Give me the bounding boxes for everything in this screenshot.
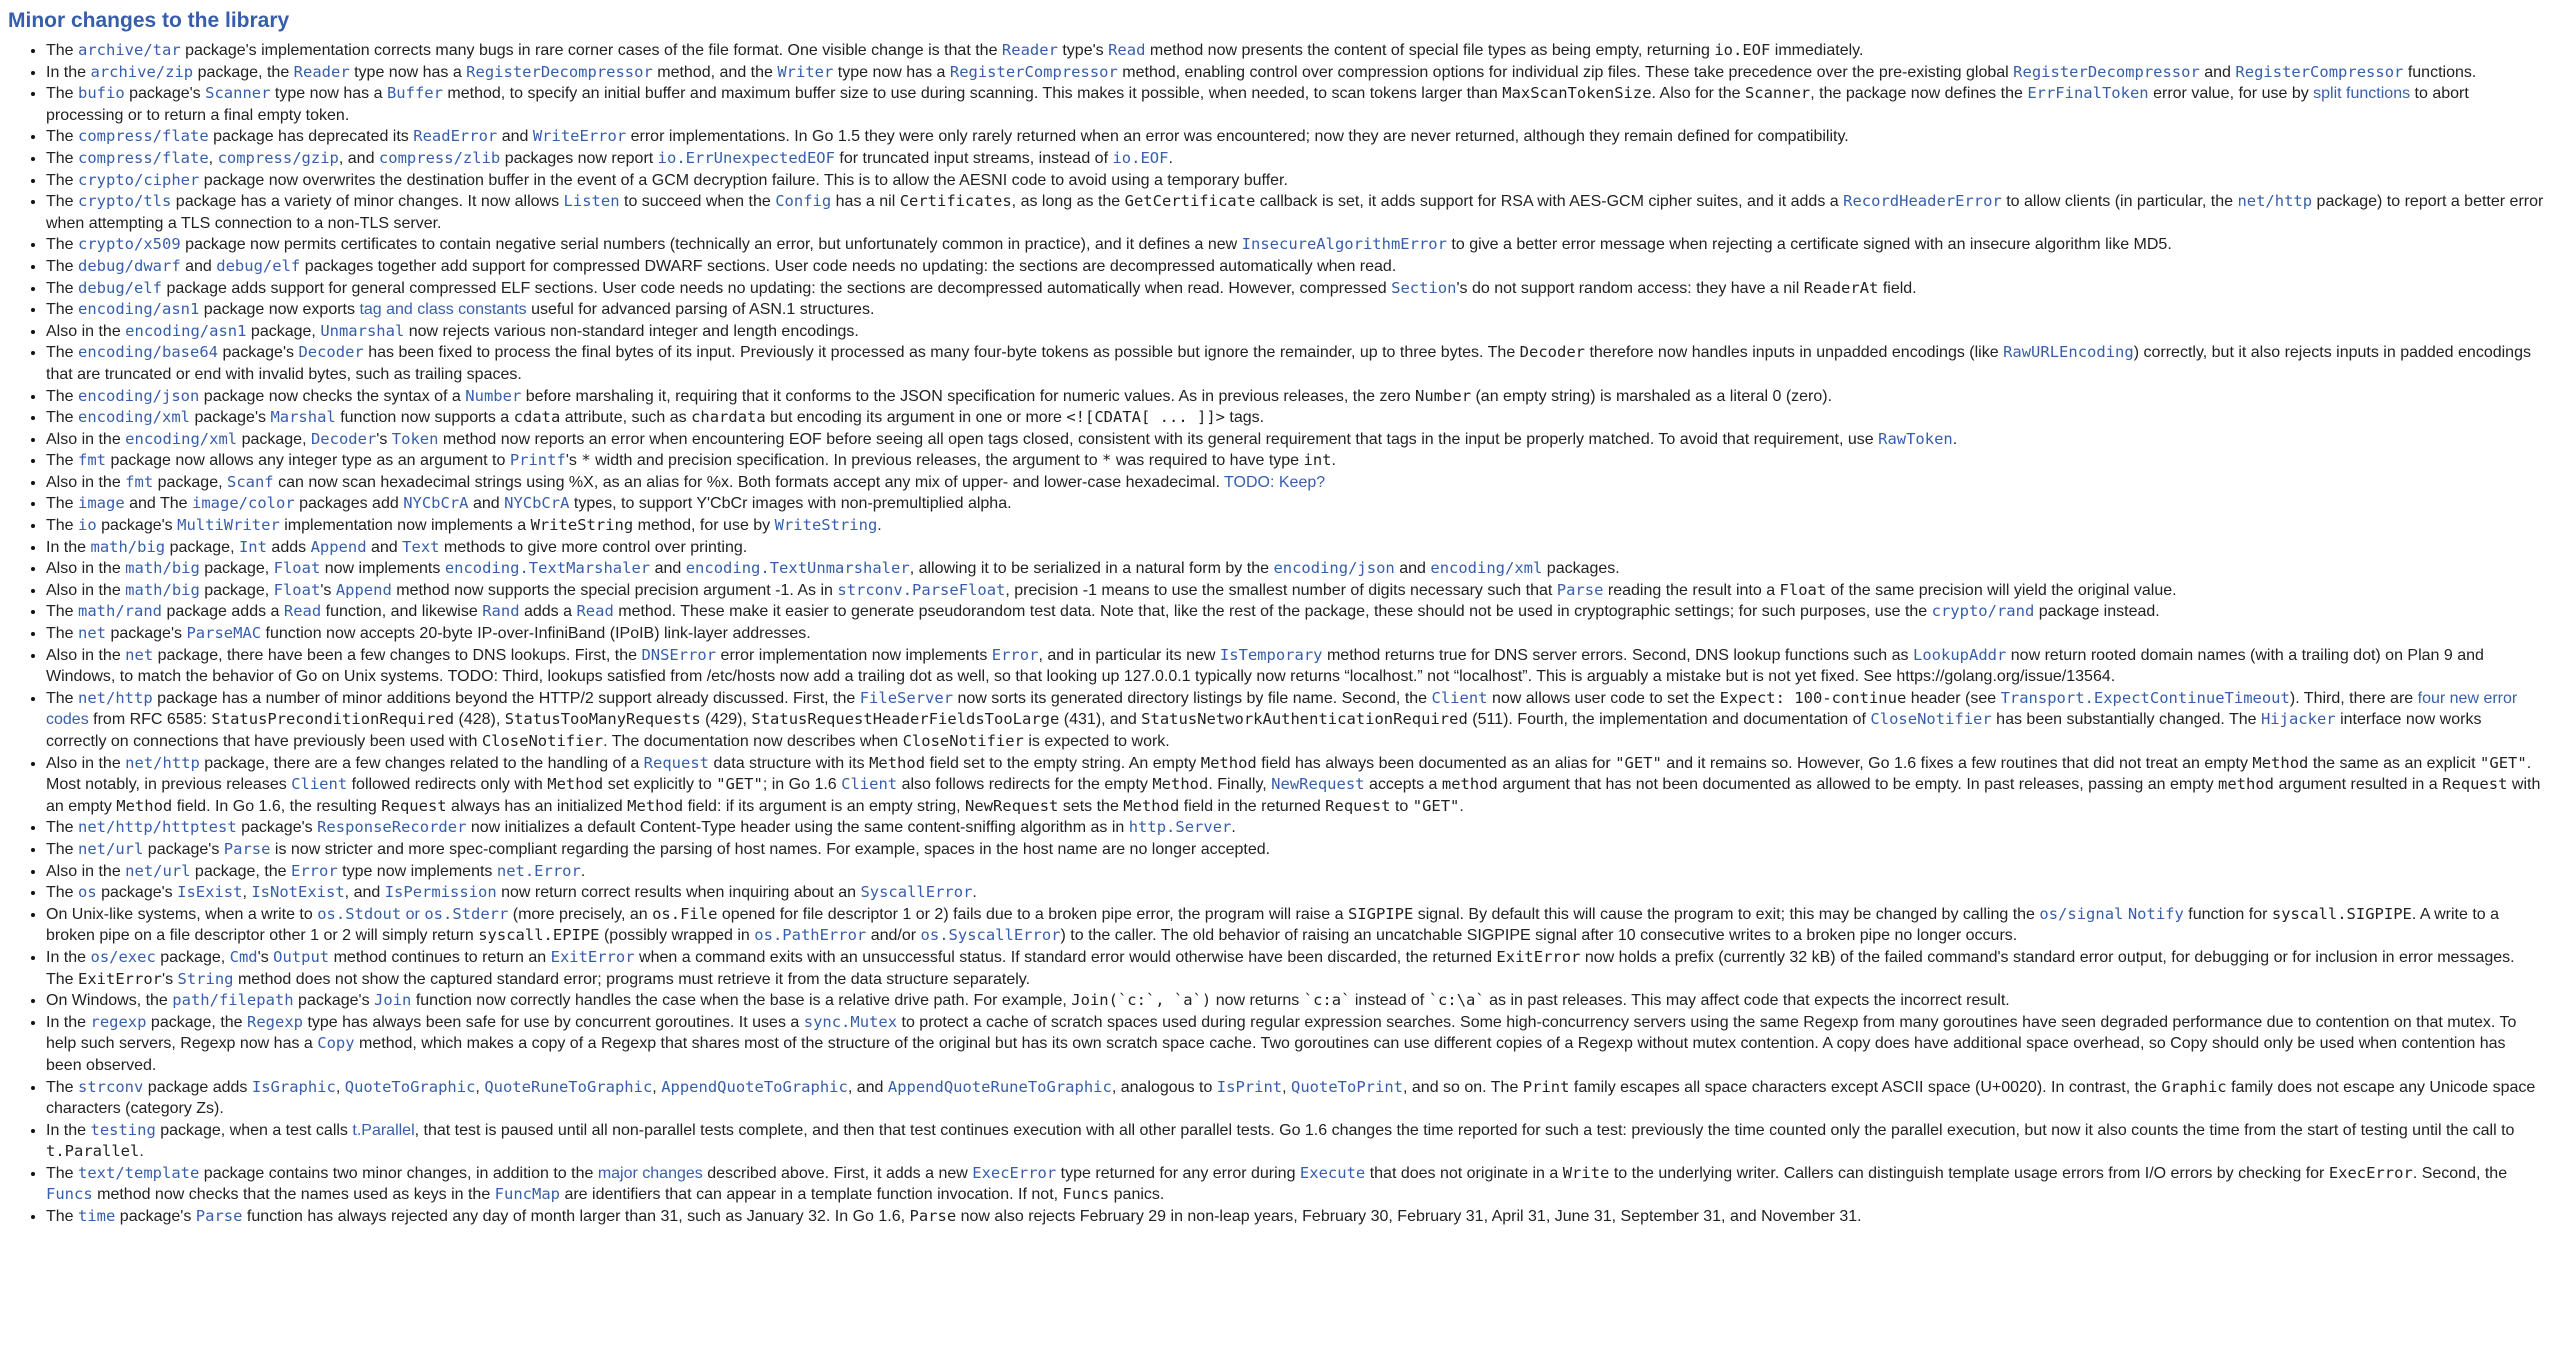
code-link[interactable]: testing (90, 1120, 156, 1139)
code-link[interactable]: image/color (192, 494, 295, 513)
code-link[interactable]: Client (1431, 688, 1488, 707)
list-item: • Also in the net/http package, there are a few changes related to the handling of a Request data structure with its Method field set to the empty string. An empty Method field has always been documented as an alias for "GET" and it remains so. However, Go 1.6 fixes a few routines that did not treat an empty Method the same as an explicit "GET". Most notably, in previous releases Client followed redirects only with Method set explicitly to "GET"; in Go 1.6 Client also follows redirects for the empty Method. Finally, NewRequest accepts a method argument that has not been documented as allowed to be empty. In past releases, passing an empty method argument resulted in a Request with an empty Method field. In Go 1.6, the resulting Request always has an initialized Method field: if its argument is an empty string, NewRequest sets the Method field in the returned Request to "GET". (46, 753, 2544, 818)
code-link[interactable]: Regexp (247, 1012, 303, 1031)
code-text: Print (1522, 1077, 1570, 1096)
code-link[interactable]: debug/dwarf (78, 256, 181, 275)
code-link[interactable]: Reader (1001, 41, 1058, 59)
code-link[interactable]: Error (291, 861, 338, 880)
code-link[interactable]: net.Error (496, 861, 581, 880)
code-text: WriteString (530, 516, 634, 535)
code-link[interactable]: Read (576, 602, 614, 621)
code-link[interactable]: Config (775, 192, 832, 211)
code-link[interactable]: Marshal (270, 408, 336, 427)
code-link[interactable]: WriteError (532, 127, 627, 146)
list-item: • Also in the net/url package, the Error type now implements net.Error. (46, 861, 2544, 883)
code-link[interactable]: Client (291, 775, 348, 794)
code-text: SIGPIPE (1347, 904, 1414, 923)
code-link[interactable]: RegisterCompressor (2235, 62, 2404, 81)
code-text: Decoder (1519, 343, 1585, 362)
code-link[interactable]: Text (402, 537, 440, 556)
code-link[interactable]: http.Server (1128, 818, 1232, 837)
list-item: • The net/http/httptest package's ResponseRecorder now initializes a default Content-Type header using the same content-sniffing algorithm as in http.Server. (46, 817, 2544, 839)
code-text: ExecError (2328, 1163, 2413, 1182)
list-item: • The time package's Parse function has always rejected any day of month larger than 31, such as January 32. In Go 1.6, Parse now also rejects February 29 in non-leap years, February 30, February 31, April 31, June 31, September 31, and November 31. (46, 1206, 2544, 1228)
code-link[interactable]: Number (465, 386, 522, 405)
code-text: Method (1123, 796, 1180, 815)
code-text: io.EOF (1714, 41, 1771, 59)
list-item: • The net/http package has a number of minor additions beyond the HTTP/2 support already discussed. First, the FileServer now sorts its generated directory listings by file name. Second, the Client now allows user code to set the Expect: 100-continue header (see Transport.ExpectContinueTimeout). Third, there are four new error codes from RFC 6585: StatusPreconditionRequired (428), StatusTooManyRequests (429), StatusRequestHeaderFieldsTooLarge (431), and StatusNetworkAuthenticationRequired (511). Fourth, the implementation and documentation of CloseNotifier has been substantially changed. The Hijacker interface now works correctly on connections that have previously been used with CloseNotifier. The documentation now describes when CloseNotifier is expected to work. (46, 688, 2544, 753)
code-link[interactable]: NYCbCrA (403, 494, 469, 513)
code-text: int (1303, 451, 1332, 470)
text-link[interactable]: TODO: Keep? (1224, 473, 1326, 491)
code-text: Method (116, 796, 173, 815)
code-link[interactable]: compress/flate (78, 148, 209, 167)
code-link[interactable]: net/http/httptest (78, 818, 237, 837)
code-link[interactable]: debug/elf (216, 256, 301, 275)
code-text: CloseNotifier (481, 732, 604, 750)
code-link[interactable]: io (78, 516, 97, 535)
code-text: StatusRequestHeaderFieldsTooLarge (751, 710, 1060, 729)
list-item: • The compress/flate, compress/gzip, and compress/zlib packages now report io.ErrUnexpectedEOF for truncated input streams, instead of io.EOF. (46, 148, 2544, 170)
code-link[interactable]: WriteString (774, 516, 878, 535)
list-item: • The bufio package's Scanner type now has a Buffer method, to specify an initial buffer and maximum buffer size to use during scanning. This makes it possible, when needed, to scan tokens larger than MaxScanTokenSize. Also for the Scanner, the package now defines the ErrFinalToken error value, for use by split functions to abort processing or to return a final empty token. (46, 83, 2544, 126)
code-link[interactable]: InsecureAlgorithmError (1241, 235, 1447, 254)
code-text: GetCertificate (1124, 192, 1256, 211)
code-link[interactable]: Client (841, 775, 898, 794)
code-link[interactable]: QuoteToPrint (1291, 1077, 1403, 1096)
code-link[interactable]: IsExist (177, 883, 243, 902)
code-link[interactable]: encoding/xml (78, 408, 190, 427)
code-text: syscall.EPIPE (478, 926, 600, 945)
list-item: • The debug/dwarf and debug/elf packages together add support for compressed DWARF sections. User code needs no updating: the sections are decompressed automatically when read. (46, 256, 2544, 278)
list-item: • In the regexp package, the Regexp type has always been safe for use by concurrent goroutines. It uses a sync.Mutex to protect a cache of scratch spaces used during regular expression searches. Some high-concurrency servers using the same Regexp from many goroutines have seen degraded performance due to contention on that mutex. To help such servers, Regexp now has a Copy method, which makes a copy of a Regexp that shares most of the structure of the original but has its own scratch space cache. Two goroutines can use different copies of a Regexp without mutex contention. A copy does have additional space overhead, so Copy should only be used when contention has been observed. (46, 1012, 2544, 1077)
list-item: • The crypto/x509 package now permits certificates to contain negative serial numbers (technically an error, but unfortunately common in practice), and it defines a new InsecureAlgorithmError to give a better error message when rejecting a certificate signed with an insecure algorithm like MD5. (46, 234, 2544, 256)
code-link[interactable]: io.EOF (1112, 148, 1169, 167)
list-item: • The encoding/xml package's Marshal function now supports a cdata attribute, such as chardata but encoding its argument in one or more <![CDATA[ ... ]]> tags. (46, 407, 2544, 429)
code-link[interactable]: Unmarshal (320, 321, 405, 340)
code-link[interactable]: compress/gzip (217, 148, 339, 167)
code-link[interactable]: SyscallError (860, 883, 973, 902)
code-text: Join(`c:`, `a`) (1071, 991, 1212, 1010)
text-link[interactable]: or (401, 905, 425, 923)
text-link[interactable]: t.Parallel (352, 1121, 415, 1139)
code-text: Graphic (2161, 1077, 2227, 1096)
code-link[interactable]: RegisterDecompressor (466, 62, 653, 81)
changes-list (8, 40, 2544, 1228)
list-item: • The archive/tar package's implementation corrects many bugs in rare corner cases of the file format. One visible change is that the Reader type's Read method now presents the content of special file types as being empty, returning io.EOF immediately. (46, 40, 2544, 62)
code-text: Method (2252, 753, 2309, 772)
code-link[interactable]: RawToken (1878, 429, 1953, 448)
code-link[interactable]: encoding/asn1 (125, 321, 247, 340)
code-link[interactable]: String (177, 969, 234, 988)
code-link[interactable]: QuoteRuneToGraphic (484, 1077, 653, 1096)
code-text: "GET" (716, 775, 763, 794)
code-link[interactable]: QuoteToGraphic (344, 1077, 476, 1096)
code-link[interactable]: math/rand (78, 602, 163, 621)
code-link[interactable]: encoding/base64 (78, 343, 218, 362)
list-item: • The encoding/asn1 package now exports tag and class constants useful for advanced parsing of ASN.1 structures. (46, 299, 2544, 321)
code-text: NewRequest (965, 796, 1059, 815)
code-link[interactable]: Funcs (46, 1185, 93, 1204)
code-text: os.File (652, 904, 718, 923)
code-text: Funcs (1062, 1185, 1110, 1204)
code-link[interactable]: Scanf (226, 472, 274, 491)
code-text: StatusNetworkAuthenticationRequired (1141, 710, 1468, 729)
list-item: • Also in the fmt package, Scanf can now scan hexadecimal strings using %X, as an alias for %x. Both formats accept any mix of upper- and lower-case hexadecimal. TODO: Keep? (46, 472, 2544, 494)
code-text: Parse (909, 1207, 957, 1226)
list-item: • The image and The image/color packages add NYCbCrA and NYCbCrA types, to support Y'CbCr images with non-premultiplied alpha. (46, 493, 2544, 515)
page-title: Minor changes to the library (8, 9, 290, 32)
code-link[interactable]: Join (374, 991, 412, 1010)
list-item: • The net/url package's Parse is now stricter and more spec-compliant regarding the parsing of host names. For example, spaces in the host name are no longer accepted. (46, 839, 2544, 861)
code-link[interactable]: compress/zlib (378, 148, 501, 167)
code-text: "GET" (1412, 796, 1460, 815)
code-link[interactable]: os/exec (90, 947, 156, 966)
code-link[interactable]: Int (238, 537, 267, 556)
code-link[interactable]: CloseNotifier (1870, 710, 1992, 729)
code-link[interactable]: IsGraphic (251, 1077, 336, 1096)
code-text: Request (1325, 796, 1391, 815)
code-link[interactable]: Reader (293, 62, 350, 81)
code-link[interactable]: RecordHeaderError (1843, 192, 2002, 211)
code-link[interactable]: Read (283, 602, 322, 621)
code-text: Method (627, 796, 684, 815)
list-item: • Also in the math/big package, Float's Append method now supports the special precision argument -1. As in strconv.ParseFloat, precision -1 means to use the smallest number of digits necessary such that Parse reading the result into a Float of the same precision will yield the original value. (46, 580, 2544, 602)
code-link[interactable]: Notify (2127, 904, 2184, 923)
code-link[interactable]: Copy (317, 1034, 355, 1053)
list-item: • On Unix-like systems, when a write to os.Stdout or os.Stderr (more precisely, an os.File opened for file descriptor 1 or 2) fails due to a broken pipe error, the program will raise a SIGPIPE signal. By default this will cause the program to exit; this may be changed by calling the os/signal Notify function for syscall.SIGPIPE. A write to a broken pipe on a file descriptor other 1 or 2 will simply return syscall.EPIPE (possibly wrapped in os.PathError and/or os.SyscallError) to the caller. The old behavior of raising an uncatchable SIGPIPE signal after 10 consecutive writes to a broken pipe no longer occurs. (46, 904, 2544, 947)
code-link[interactable]: os/signal (2039, 904, 2124, 923)
code-link[interactable]: Float (273, 559, 321, 578)
code-link[interactable]: AppendQuoteRuneToGraphic (887, 1077, 1112, 1096)
code-link[interactable]: net/http (125, 753, 200, 772)
code-link[interactable]: image (78, 494, 125, 513)
code-link[interactable]: debug/elf (78, 278, 163, 297)
code-link[interactable]: fmt (78, 451, 107, 470)
code-link[interactable]: Cmd (229, 947, 258, 966)
code-link[interactable]: encoding/json (78, 386, 200, 405)
list-item: • The io package's MultiWriter implementation now implements a WriteString method, for use by WriteString. (46, 515, 2544, 537)
code-text: Method (547, 775, 604, 794)
code-link[interactable]: IsNotExist (251, 883, 345, 902)
code-link[interactable]: os.SyscallError (920, 926, 1061, 945)
code-text: Float (1779, 580, 1827, 599)
code-link[interactable]: math/big (125, 580, 200, 599)
list-item: • The os package's IsExist, IsNotExist, and IsPermission now return correct results when inquiring about an SyscallError. (46, 882, 2544, 904)
code-link[interactable]: FileServer (859, 688, 954, 707)
code-text: StatusTooManyRequests (504, 710, 701, 729)
code-text: Request (381, 796, 447, 815)
list-item: • The compress/flate package has deprecated its ReadError and WriteError error implementations. In Go 1.5 they were only rarely returned when an error was encountered; now they are never returned, although they remain defined for compatibility. (46, 126, 2544, 148)
code-link[interactable]: RegisterCompressor (949, 62, 1118, 81)
code-link[interactable]: Section (1391, 278, 1457, 297)
code-link[interactable]: encoding/xml (1430, 559, 1543, 578)
code-text: <![CDATA[ ... ]]> (1066, 408, 1225, 427)
code-link[interactable]: encoding.TextMarshaler (444, 559, 651, 578)
list-item: • On Windows, the path/filepath package's Join function now correctly handles the case when the base is a relative drive path. For example, Join(`c:`, `a`) now returns `c:a` instead of `c:\a` as in past releases. This may affect code that expects the incorrect result. (46, 990, 2544, 1012)
code-link[interactable]: encoding/json (1273, 559, 1395, 578)
list-item: • The debug/elf package adds support for general compressed ELF sections. User code needs no updating: the sections are decompressed automatically when read. However, compressed Section's do not support random access: they have a nil ReaderAt field. (46, 278, 2544, 300)
code-link[interactable]: Parse (1556, 580, 1604, 599)
code-link[interactable]: RawURLEncoding (2003, 343, 2134, 362)
code-text: CloseNotifier (902, 732, 1024, 750)
code-link[interactable]: os (78, 883, 97, 902)
code-link[interactable]: AppendQuoteToGraphic (661, 1077, 848, 1096)
code-text: "GET" (2480, 753, 2527, 772)
text-link[interactable]: split functions (2313, 85, 2411, 103)
code-link[interactable]: sync.Mutex (803, 1012, 898, 1031)
text-link[interactable]: tag and class constants (359, 301, 527, 319)
code-link[interactable]: net (125, 645, 154, 664)
code-text: StatusPreconditionRequired (211, 710, 455, 729)
code-link[interactable]: crypto/x509 (78, 235, 181, 254)
code-link[interactable]: Read (1108, 41, 1146, 59)
code-link[interactable]: ResponseRecorder (317, 818, 467, 837)
code-text: method (2218, 775, 2275, 794)
code-link[interactable]: bufio (78, 84, 125, 103)
code-text: cdata (513, 408, 561, 427)
code-link[interactable]: Parse (195, 1207, 243, 1226)
code-link[interactable]: encoding/xml (125, 429, 238, 448)
code-link[interactable]: regexp (90, 1012, 147, 1031)
code-text: * (1102, 451, 1112, 470)
code-link[interactable]: Listen (563, 192, 620, 211)
code-link[interactable]: Append (335, 580, 392, 599)
code-text: MaxScanTokenSize (1502, 84, 1652, 103)
code-link[interactable]: FuncMap (494, 1185, 560, 1204)
code-link[interactable]: os.Stdout (317, 904, 402, 923)
code-link[interactable]: Scanner (205, 84, 271, 103)
code-text: Number (1415, 386, 1472, 405)
code-link[interactable]: Parse (223, 839, 271, 858)
code-link[interactable]: io.ErrUnexpectedEOF (657, 148, 835, 167)
code-text: ExitError (78, 969, 163, 988)
list-item: • Also in the net package, there have been a few changes to DNS lookups. First, the DNSError error implementation now implements Error, and in particular its new IsTemporary method returns true for DNS server errors. Second, DNS lookup functions such as LookupAddr now return rooted domain names (with a trailing dot) on Plan 9 and Windows, to match the behavior of Go on Unix systems. TODO: Third, lookups satisfied from /etc/hosts now add a trailing dot as well, so that looking up 127.0.0.1 typically now returns “localhost.” not “localhost”. This is arguably a mistake but is not yet fixed. See https://golang.org/issue/13564. (46, 645, 2544, 688)
code-text: Write (1562, 1163, 1610, 1182)
code-link[interactable]: net/url (78, 839, 144, 858)
code-link[interactable]: os.PathError (754, 926, 867, 945)
code-link[interactable]: Printf (509, 451, 566, 470)
list-item: • The fmt package now allows any integer type as an argument to Printf's * width and precision specification. In previous releases, the argument to * was required to have type int. (46, 450, 2544, 472)
code-text: Scanner (1744, 84, 1811, 103)
code-link[interactable]: fmt (125, 472, 154, 491)
code-link[interactable]: net/http (78, 688, 153, 707)
code-link[interactable]: LookupAddr (1913, 645, 2007, 664)
code-link[interactable]: net (78, 624, 107, 643)
code-link[interactable]: crypto/cipher (78, 170, 200, 189)
code-link[interactable]: ErrFinalToken (2027, 84, 2149, 103)
list-item: • Also in the encoding/asn1 package, Unmarshal now rejects various non-standard integer and length encodings. (46, 321, 2544, 343)
list-item: • The encoding/base64 package's Decoder has been fixed to process the final bytes of its input. Previously it processed as many four-byte tokens as possible but ignore the remainder, up to three bytes. The Decoder therefore now handles inputs in unpadded encodings (like RawURLEncoding) correctly, but it also rejects inputs in padded encodings that are truncated or end with invalid bytes, such as trailing spaces. (46, 342, 2544, 385)
list-item: • The crypto/tls package has a variety of minor changes. It now allows Listen to succeed when the Config has a nil Certificates, as long as the GetCertificate callback is set, it adds support for RSA with AES-GCM cipher suites, and it adds a RecordHeaderError to allow clients (in particular, the net/http package) to report a better error when attempting a TLS connection to a non-TLS server. (46, 191, 2544, 234)
code-text: `c:\a` (1428, 991, 1485, 1010)
code-link[interactable]: ReadError (413, 127, 498, 146)
code-text: Request (2442, 775, 2508, 794)
list-item: • Also in the math/big package, Float now implements encoding.TextMarshaler and encoding.TextUnmarshaler, allowing it to be serialized in a natural form by the encoding/json and encoding/xml packages. (46, 558, 2544, 580)
code-link[interactable]: IsPrint (1216, 1077, 1283, 1096)
code-link[interactable]: Execute (1299, 1163, 1366, 1182)
code-link[interactable]: ParseMAC (186, 624, 262, 643)
code-link[interactable]: Decoder (310, 429, 377, 448)
code-link[interactable]: time (78, 1207, 116, 1226)
code-link[interactable]: strconv.ParseFloat (837, 580, 1006, 599)
code-link[interactable]: Error (991, 645, 1039, 664)
code-link[interactable]: net/url (125, 861, 191, 880)
code-text: method (1441, 775, 1498, 794)
list-item: • In the testing package, when a test calls t.Parallel, that test is paused until all non-parallel tests complete, and then that test continues execution with all other parallel tests. Go 1.6 changes the time reported for such a test: previously the time counted only the parallel execution, but now it also counts the time from the start of testing until the call to t.Parallel. (46, 1120, 2544, 1163)
code-link[interactable]: path/filepath (172, 991, 294, 1010)
code-link[interactable]: Transport.ExpectContinueTimeout (2000, 688, 2290, 707)
code-link[interactable]: DNSError (641, 645, 717, 664)
text-link[interactable]: four new error codes (46, 689, 2518, 729)
list-item: • The encoding/json package now checks the syntax of a Number before marshaling it, requiring that it conforms to the JSON specification for numeric values. As in previous releases, the zero Number (an empty string) is marshaled as a literal 0 (zero). (46, 386, 2544, 408)
code-link[interactable]: Token (391, 429, 439, 448)
code-text: * (581, 451, 591, 470)
code-link[interactable]: Decoder (298, 343, 364, 362)
code-link[interactable]: IsPermission (384, 883, 497, 902)
code-text: syscall.SIGPIPE (2271, 904, 2412, 923)
code-link[interactable]: math/big (90, 537, 166, 556)
code-link[interactable]: Hijacker (2260, 710, 2336, 729)
code-text: Method (869, 753, 926, 772)
code-text: "GET" (1615, 753, 1662, 772)
code-text: Method (1200, 753, 1257, 772)
code-link[interactable]: Writer (777, 62, 834, 81)
list-item: • Also in the encoding/xml package, Decoder's Token method now reports an error when encountering EOF before seeing all open tags closed, consistent with its general requirement that tags in the input be properly matched. To avoid that requirement, use RawToken. (46, 429, 2544, 451)
code-text: Method (1152, 775, 1209, 794)
code-link[interactable]: text/template (78, 1163, 200, 1182)
code-text: `c:a` (1303, 991, 1351, 1010)
code-text: t.Parallel (46, 1142, 140, 1161)
code-text: chardata (691, 408, 766, 427)
code-link[interactable]: ExecError (972, 1163, 1057, 1182)
code-link[interactable]: IsTemporary (1219, 645, 1323, 664)
code-link[interactable]: NYCbCrA (504, 494, 570, 513)
list-item: • In the archive/zip package, the Reader type now has a RegisterDecompressor method, and the Writer type now has a RegisterCompressor method, enabling control over compression options for individual zip files. These take precedence over the pre-existing global RegisterDecompressor and RegisterCompressor functions. (46, 62, 2544, 84)
code-link[interactable]: RegisterDecompressor (2013, 62, 2200, 81)
list-item: • In the math/big package, Int adds Append and Text methods to give more control over printing. (46, 537, 2544, 559)
code-text: ExitError (1496, 947, 1581, 966)
code-link[interactable]: ExitError (550, 947, 635, 966)
code-text: Expect: 100-continue (1719, 688, 1907, 707)
code-text: ReaderAt (1803, 278, 1879, 297)
code-link[interactable]: archive/tar (78, 41, 181, 59)
code-link[interactable]: crypto/rand (1931, 602, 2035, 621)
code-link[interactable]: NewRequest (1271, 775, 1365, 794)
code-link[interactable]: strconv (78, 1077, 144, 1096)
code-link[interactable]: Append (310, 537, 367, 556)
list-item: • In the os/exec package, Cmd's Output method continues to return an ExitError when a command exits with an unsuccessful status. If standard error would otherwise have been discarded, the returned ExitError now holds a prefix (currently 32 kB) of the failed command's standard error output, for debugging or for inclusion in error messages. The ExitError's String method does not show the captured standard error; programs must retrieve it from the data structure separately. (46, 947, 2544, 990)
code-link[interactable]: archive/zip (90, 62, 194, 81)
code-link[interactable]: compress/flate (78, 127, 209, 146)
list-item: • The math/rand package adds a Read function, and likewise Rand adds a Read method. These make it easier to generate pseudorandom test data. Note that, like the rest of the package, these should not be used in cryptographic settings; for such purposes, use the crypto/rand package instead. (46, 601, 2544, 623)
code-link[interactable]: math/big (125, 559, 200, 578)
code-link[interactable]: encoding.TextUnmarshaler (685, 559, 910, 578)
list-item: • The strconv package adds IsGraphic, QuoteToGraphic, QuoteRuneToGraphic, AppendQuoteToGraphic, and AppendQuoteRuneToGraphic, analogous to IsPrint, QuoteToPrint, and so on. The Print family escapes all space characters except ASCII space (U+0020). In contrast, the Graphic family does not escape any Unicode space characters (category Zs). (46, 1077, 2544, 1120)
code-text: Certificates (899, 192, 1012, 211)
code-link[interactable]: crypto/tls (78, 192, 172, 211)
code-link[interactable]: net/http (2237, 192, 2313, 211)
list-item: • The text/template package contains two minor changes, in addition to the major changes described above. First, it adds a new ExecError type returned for any error during Execute that does not originate in a Write to the underlying writer. Callers can distinguish template usage errors from I/O errors by checking for ExecError. Second, the Funcs method now checks that the names used as keys in the FuncMap are identifiers that can appear in a template function invocation. If not, Funcs panics. (46, 1163, 2544, 1206)
code-link[interactable]: Buffer (386, 84, 443, 103)
list-item: • The net package's ParseMAC function now accepts 20-byte IP-over-InfiniBand (IPoIB) link-layer addresses. (46, 623, 2544, 645)
code-link[interactable]: os.Stderr (424, 904, 509, 923)
list-item: • The crypto/cipher package now overwrites the destination buffer in the event of a GCM decryption failure. This is to allow the AESNI code to avoid using a temporary buffer. (46, 170, 2544, 192)
code-link[interactable]: Output (273, 947, 330, 966)
code-link[interactable]: encoding/asn1 (78, 300, 200, 319)
code-link[interactable]: Float (273, 580, 321, 599)
text-link[interactable]: major changes (597, 1164, 703, 1182)
code-link[interactable]: Rand (482, 602, 520, 621)
code-link[interactable]: Request (643, 753, 709, 772)
code-link[interactable]: MultiWriter (177, 516, 280, 535)
